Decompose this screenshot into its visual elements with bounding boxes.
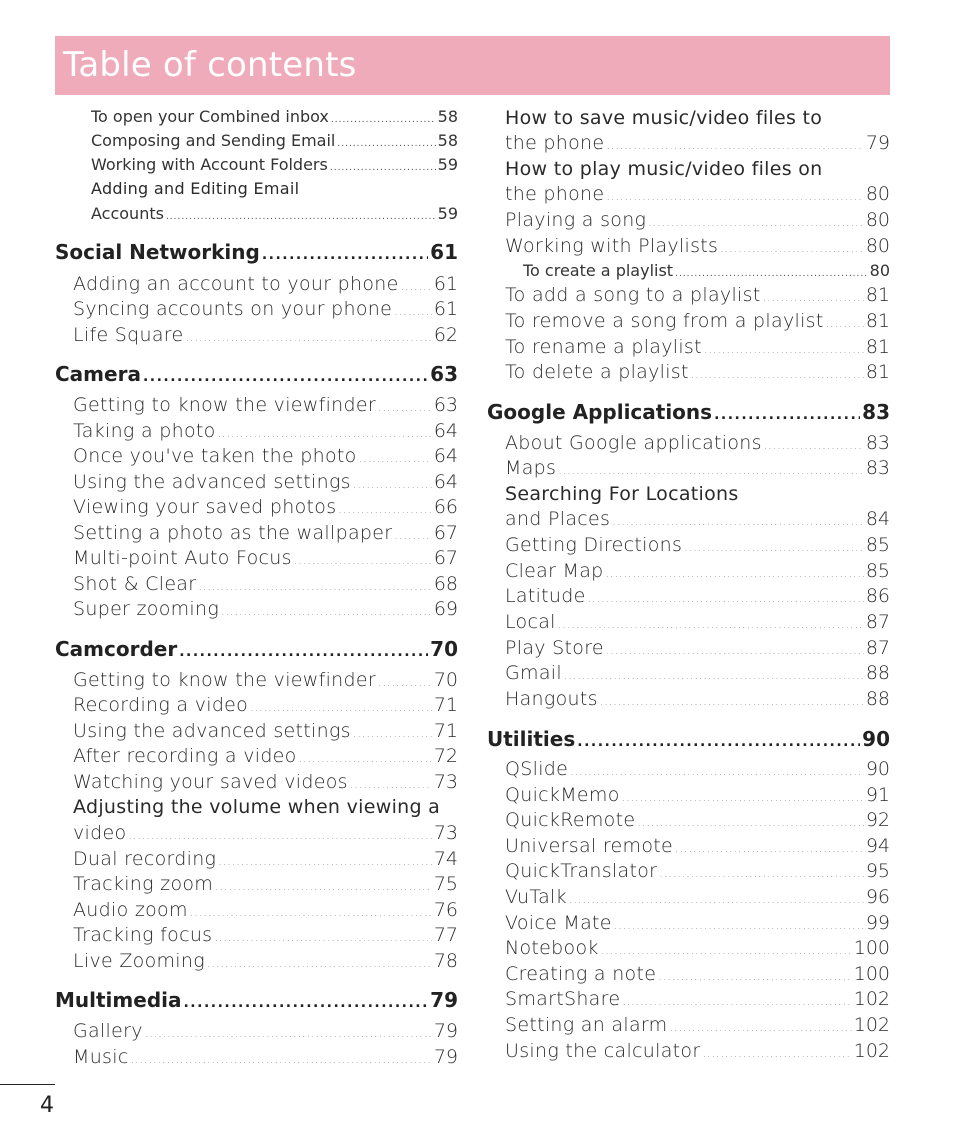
toc-entry-page: 81: [865, 361, 890, 383]
toc-entry[interactable]: [505, 611, 890, 633]
toc-entry-title: Tracking zoom: [73, 873, 214, 895]
dot-leader: [606, 644, 864, 657]
dot-leader: [401, 280, 432, 293]
toc-entry-page: 75: [433, 873, 458, 895]
toc-entry-page: 58: [437, 131, 458, 150]
toc-entry-page: 67: [433, 522, 458, 544]
toc-entry-title-line1: How to save music/video files to: [505, 107, 823, 129]
toc-entry-title: Working with Account Folders: [91, 155, 328, 174]
dot-leader: [622, 995, 851, 1008]
dot-leader: [166, 212, 436, 222]
toc-entry[interactable]: [505, 310, 890, 332]
dot-leader: [588, 592, 864, 605]
toc-entry[interactable]: [505, 534, 890, 556]
toc-entry-page: 70: [433, 669, 458, 691]
toc-entry-page: 80: [869, 261, 890, 280]
dot-leader: [606, 139, 863, 152]
toc-entry-title: To remove a song from a playlist: [505, 310, 824, 332]
dot-leader: [826, 317, 864, 330]
toc-entry-title: Creating a note: [505, 963, 657, 985]
dot-leader: [145, 1027, 432, 1040]
toc-entry-title: Playing a song: [505, 209, 647, 231]
toc-entry-title: Watching your saved videos: [73, 771, 348, 793]
toc-entry-page: 83: [865, 432, 890, 454]
toc-entry-page: 71: [433, 720, 458, 742]
toc-entry[interactable]: [505, 835, 890, 857]
dot-leader: [250, 701, 432, 714]
dot-leader: [207, 957, 432, 970]
toc-entry-title: To add a song to a playlist: [505, 284, 761, 306]
toc-entry-page: 64: [433, 445, 458, 467]
section-heading-page: 63: [430, 362, 458, 386]
toc-entry-page: 88: [865, 662, 890, 684]
dot-leader: [614, 919, 864, 932]
toc-entry[interactable]: [505, 508, 890, 530]
toc-entry-page: 59: [437, 204, 458, 223]
dot-leader: [330, 163, 436, 173]
dot-leader: [353, 478, 432, 491]
dot-leader: [714, 407, 860, 423]
toc-entry[interactable]: [505, 688, 890, 710]
toc-entry-title: Taking a photo: [73, 420, 216, 442]
toc-entry[interactable]: [91, 131, 458, 150]
toc-entry[interactable]: [505, 132, 890, 154]
toc-entry-page: 80: [865, 235, 890, 257]
toc-entry[interactable]: [73, 1020, 458, 1042]
dot-leader: [378, 676, 432, 689]
toc-entry-title: QuickTranslator: [505, 860, 658, 882]
toc-entry-page: 90: [865, 758, 890, 780]
toc-entry[interactable]: [505, 886, 890, 908]
toc-entry[interactable]: [73, 522, 458, 544]
dot-leader: [353, 727, 432, 740]
toc-entry-title: To create a playlist: [523, 261, 674, 280]
section-heading-google-applications[interactable]: [487, 400, 890, 424]
section-heading-camera[interactable]: [55, 362, 458, 386]
toc-entry-title: Syncing accounts on your phone: [73, 298, 393, 320]
dot-leader: [659, 867, 864, 880]
toc-entry-title-line1: Adjusting the volume when viewing a: [73, 796, 441, 818]
dot-leader: [262, 247, 428, 263]
dot-leader: [622, 791, 864, 804]
toc-entry[interactable]: [73, 298, 458, 320]
toc-entry-page: 102: [853, 988, 890, 1010]
toc-entry[interactable]: [91, 204, 458, 223]
toc-entry[interactable]: [505, 361, 890, 383]
toc-entry-page: 86: [865, 585, 890, 607]
toc-entry-page: 64: [433, 420, 458, 442]
toc-entry[interactable]: [91, 155, 458, 174]
toc-entry-page: 94: [865, 835, 890, 857]
toc-entry-title: Maps: [505, 457, 557, 479]
dot-leader: [764, 439, 864, 452]
toc-entry[interactable]: [73, 848, 458, 870]
toc-entry-page: 79: [433, 1020, 458, 1042]
toc-entry[interactable]: [73, 1046, 458, 1068]
toc-entry-page: 91: [865, 784, 890, 806]
toc-entry-title: Shot & Clear: [73, 573, 197, 595]
toc-entry-title: SmartShare: [505, 988, 621, 1010]
dot-leader: [299, 752, 432, 765]
dot-leader: [190, 906, 432, 919]
toc-entry[interactable]: [505, 758, 890, 780]
toc-entry[interactable]: [73, 745, 458, 767]
toc-entry[interactable]: [73, 720, 458, 742]
section-heading-page: 79: [430, 988, 458, 1012]
toc-entry[interactable]: [505, 209, 890, 231]
toc-entry-page: 68: [433, 573, 458, 595]
toc-entry[interactable]: [505, 1014, 890, 1036]
toc-entry[interactable]: [505, 988, 890, 1010]
toc-entry[interactable]: [73, 573, 458, 595]
toc-entry-title-line1: Adding and Editing Email: [91, 179, 300, 198]
dot-leader: [569, 893, 864, 906]
toc-entry-title: Recording a video: [73, 694, 249, 716]
toc-entry-page: 80: [865, 209, 890, 231]
dot-leader: [215, 880, 432, 893]
dot-leader: [670, 1021, 852, 1034]
toc-entry-title: Hangouts: [505, 688, 598, 710]
toc-entry-page: 72: [433, 745, 458, 767]
toc-entry-title: To delete a playlist: [505, 361, 689, 383]
dot-leader: [131, 1053, 432, 1066]
toc-entry[interactable]: [505, 860, 890, 882]
toc-entry-title: To open your Combined inbox: [91, 107, 329, 126]
toc-entry-title: video: [73, 822, 127, 844]
toc-entry-page: 85: [865, 534, 890, 556]
dot-leader: [564, 669, 864, 682]
footer-divider: [0, 1084, 55, 1085]
toc-entry-page: 62: [433, 324, 458, 346]
dot-leader: [198, 580, 431, 593]
toc-entry-title: Setting a photo as the wallpaper: [73, 522, 393, 544]
toc-entry-title: Composing and Sending Email: [91, 131, 336, 150]
toc-entry[interactable]: [73, 273, 458, 295]
section-heading-page: 90: [862, 727, 890, 751]
toc-entry-page: 88: [865, 688, 890, 710]
toc-entry-title: Notebook: [505, 937, 599, 959]
dot-leader: [648, 216, 864, 229]
toc-entry-page: 78: [433, 950, 458, 972]
toc-entry-title: Setting an alarm: [505, 1014, 668, 1036]
toc-entry[interactable]: [505, 784, 890, 806]
section-heading-title: Multimedia: [55, 988, 182, 1012]
toc-entry-title: the phone: [505, 132, 605, 154]
toc-entry[interactable]: [73, 694, 458, 716]
dot-leader: [338, 503, 431, 516]
toc-entry[interactable]: [73, 394, 458, 416]
dot-leader: [218, 855, 432, 868]
toc-entry-page: 59: [437, 155, 458, 174]
toc-entry-page: 102: [853, 1014, 890, 1036]
toc-entry[interactable]: [73, 669, 458, 691]
toc-entry-page: 77: [433, 924, 458, 946]
toc-entry-page: 71: [433, 694, 458, 716]
toc-entry-title-line1: How to play music/video files on: [505, 158, 823, 180]
dot-leader: [720, 242, 864, 255]
dot-leader: [763, 291, 864, 304]
section-heading-multimedia[interactable]: [55, 988, 458, 1012]
toc-entry-page: 95: [865, 860, 890, 882]
dot-leader: [577, 734, 860, 750]
toc-entry-title: Play Store: [505, 637, 604, 659]
dot-leader: [218, 427, 432, 440]
dot-leader: [601, 944, 852, 957]
toc-entry[interactable]: [73, 924, 458, 946]
toc-entry-title: QuickRemote: [505, 809, 636, 831]
toc-entry[interactable]: [73, 496, 458, 518]
toc-entry-page: 96: [865, 886, 890, 908]
toc-entry-title: Local: [505, 611, 556, 633]
toc-entry[interactable]: [73, 471, 458, 493]
dot-leader: [704, 343, 864, 356]
toc-entry-page: 58: [437, 107, 458, 126]
toc-entry-title: About Google applications: [505, 432, 762, 454]
dot-leader: [658, 970, 852, 983]
toc-entry[interactable]: [505, 912, 890, 934]
dot-leader: [612, 515, 864, 528]
section-heading-social-networking[interactable]: [55, 240, 458, 264]
dot-leader: [570, 765, 864, 778]
toc-entry-page: 84: [865, 508, 890, 530]
section-heading-camcorder[interactable]: [55, 637, 458, 661]
toc-entry[interactable]: [505, 336, 890, 358]
dot-leader: [179, 644, 428, 660]
toc-entry-title: Tracking focus: [73, 924, 213, 946]
toc-entry-page: 81: [865, 336, 890, 358]
dot-leader: [350, 778, 432, 791]
toc-entry[interactable]: [505, 284, 890, 306]
toc-entry[interactable]: [73, 873, 458, 895]
section-heading-title: Camcorder: [55, 637, 178, 661]
toc-entry-title: Getting to know the viewfinder: [73, 394, 376, 416]
toc-entry-page: 73: [433, 771, 458, 793]
toc-entry[interactable]: [505, 432, 890, 454]
section-heading-page: 61: [430, 240, 458, 264]
toc-entry-title: Once you've taken the photo: [73, 445, 357, 467]
toc-entry[interactable]: [505, 963, 890, 985]
section-heading-page: 70: [430, 637, 458, 661]
toc-entry-title: Dual recording: [73, 848, 217, 870]
toc-entry[interactable]: [91, 107, 458, 126]
toc-entry-title: and Places: [505, 508, 611, 530]
toc-entry-title: Life Square: [73, 324, 184, 346]
toc-entry-page: 92: [865, 809, 890, 831]
toc-entry-page: 61: [433, 298, 458, 320]
toc-entry[interactable]: [73, 950, 458, 972]
toc-entry-title: Working with Playlists: [505, 235, 719, 257]
section-heading-title: Camera: [55, 362, 141, 386]
toc-entry-title-line1: Searching For Locations: [505, 483, 739, 505]
toc-entry-page: 85: [865, 560, 890, 582]
dot-leader: [143, 369, 428, 385]
toc-entry[interactable]: [505, 937, 890, 959]
toc-entry-page: 87: [865, 611, 890, 633]
dot-leader: [359, 452, 432, 465]
toc-entry-page: 79: [433, 1046, 458, 1068]
dot-leader: [637, 816, 863, 829]
toc-entry-page: 76: [433, 899, 458, 921]
toc-entry-title: Clear Map: [505, 560, 604, 582]
toc-entry-title: Gmail: [505, 662, 562, 684]
page-title: Table of contents: [63, 45, 357, 85]
toc-entry[interactable]: [73, 899, 458, 921]
toc-entry-page: 81: [865, 310, 890, 332]
dot-leader: [675, 269, 868, 279]
dot-leader: [183, 995, 428, 1011]
toc-entry-title: Using the advanced settings: [73, 471, 351, 493]
dot-leader: [675, 842, 864, 855]
toc-entry-page: 79: [865, 132, 890, 154]
toc-entry-title: VuTalk: [505, 886, 567, 908]
dot-leader: [606, 190, 863, 203]
toc-entry-title: Multi-point Auto Focus: [73, 547, 292, 569]
section-heading-page: 83: [862, 400, 890, 424]
dot-leader: [128, 829, 431, 842]
toc-entry-page: 69: [433, 598, 458, 620]
toc-entry-title: Getting to know the viewfinder: [73, 669, 376, 691]
toc-entry-title: Accounts: [91, 204, 164, 223]
toc-entry-title: Using the advanced settings: [73, 720, 351, 742]
toc-entry-page: 64: [433, 471, 458, 493]
toc-entry[interactable]: [523, 261, 890, 280]
toc-entry-page: 61: [433, 273, 458, 295]
dot-leader: [558, 618, 864, 631]
toc-entry-page: 73: [433, 822, 458, 844]
dot-leader: [394, 529, 431, 542]
toc-entry-page: 66: [433, 496, 458, 518]
dot-leader: [337, 139, 435, 149]
dot-leader: [558, 464, 864, 477]
toc-entry-title: Gallery: [73, 1020, 143, 1042]
section-heading-title: Utilities: [487, 727, 576, 751]
toc-entry-title: Latitude: [505, 585, 586, 607]
toc-entry-page: 100: [853, 937, 890, 959]
toc-entry[interactable]: [73, 771, 458, 793]
toc-entry[interactable]: [505, 560, 890, 582]
dot-leader: [378, 401, 432, 414]
toc-entry-title: Super zooming: [73, 598, 220, 620]
toc-entry[interactable]: [73, 445, 458, 467]
toc-entry[interactable]: [73, 420, 458, 442]
dot-leader: [394, 305, 432, 318]
dot-leader: [221, 605, 432, 618]
section-heading-utilities[interactable]: [487, 727, 890, 751]
toc-entry-title: Using the calculator: [505, 1040, 701, 1062]
toc-entry-title: Universal remote: [505, 835, 673, 857]
toc-entry-page: 81: [865, 284, 890, 306]
dot-leader: [214, 931, 431, 944]
section-heading-title: Social Networking: [55, 240, 260, 264]
toc-entry-title: Viewing your saved photos: [73, 496, 337, 518]
toc-entry-title: Audio zoom: [73, 899, 188, 921]
section-heading-title: Google Applications: [487, 400, 713, 424]
toc-entry-title: QuickMemo: [505, 784, 620, 806]
toc-entry[interactable]: [505, 235, 890, 257]
toc-entry[interactable]: [73, 547, 458, 569]
dot-leader: [691, 368, 864, 381]
toc-entry[interactable]: [505, 457, 890, 479]
toc-entry-title: Adding an account to your phone: [73, 273, 399, 295]
toc-entry[interactable]: [73, 598, 458, 620]
dot-leader: [606, 567, 864, 580]
toc-entry-page: 63: [433, 394, 458, 416]
toc-entry-title: Music: [73, 1046, 129, 1068]
toc-entry-title: QSlide: [505, 758, 569, 780]
toc-entry[interactable]: [505, 809, 890, 831]
dot-leader: [331, 115, 436, 125]
toc-entry-title: Getting Directions: [505, 534, 683, 556]
toc-entry-title: the phone: [505, 183, 605, 205]
toc-entry[interactable]: [73, 324, 458, 346]
toc-entry-title: To rename a playlist: [505, 336, 702, 358]
toc-entry-page: 83: [865, 457, 890, 479]
toc-entry[interactable]: [505, 637, 890, 659]
toc-entry[interactable]: [505, 183, 890, 205]
toc-entry[interactable]: [73, 822, 458, 844]
toc-entry[interactable]: [505, 585, 890, 607]
toc-entry-page: 74: [433, 848, 458, 870]
toc-header-banner: [55, 36, 890, 95]
toc-entry-page: 100: [853, 963, 890, 985]
toc-entry-page: 67: [433, 547, 458, 569]
toc-entry-page: 87: [865, 637, 890, 659]
toc-entry-page: 80: [865, 183, 890, 205]
toc-entry-title: Live Zooming: [73, 950, 205, 972]
dot-leader: [702, 1047, 851, 1060]
toc-entry[interactable]: [505, 1040, 890, 1062]
dot-leader: [600, 695, 864, 708]
toc-entry-page: 99: [865, 912, 890, 934]
toc-entry-title: After recording a video: [73, 745, 297, 767]
dot-leader: [684, 541, 864, 554]
toc-entry-title: Voice Mate: [505, 912, 612, 934]
dot-leader: [185, 331, 431, 344]
toc-entry[interactable]: [505, 662, 890, 684]
dot-leader: [294, 554, 432, 567]
toc-entry-page: 102: [853, 1040, 890, 1062]
page-number: 4: [40, 1093, 54, 1118]
